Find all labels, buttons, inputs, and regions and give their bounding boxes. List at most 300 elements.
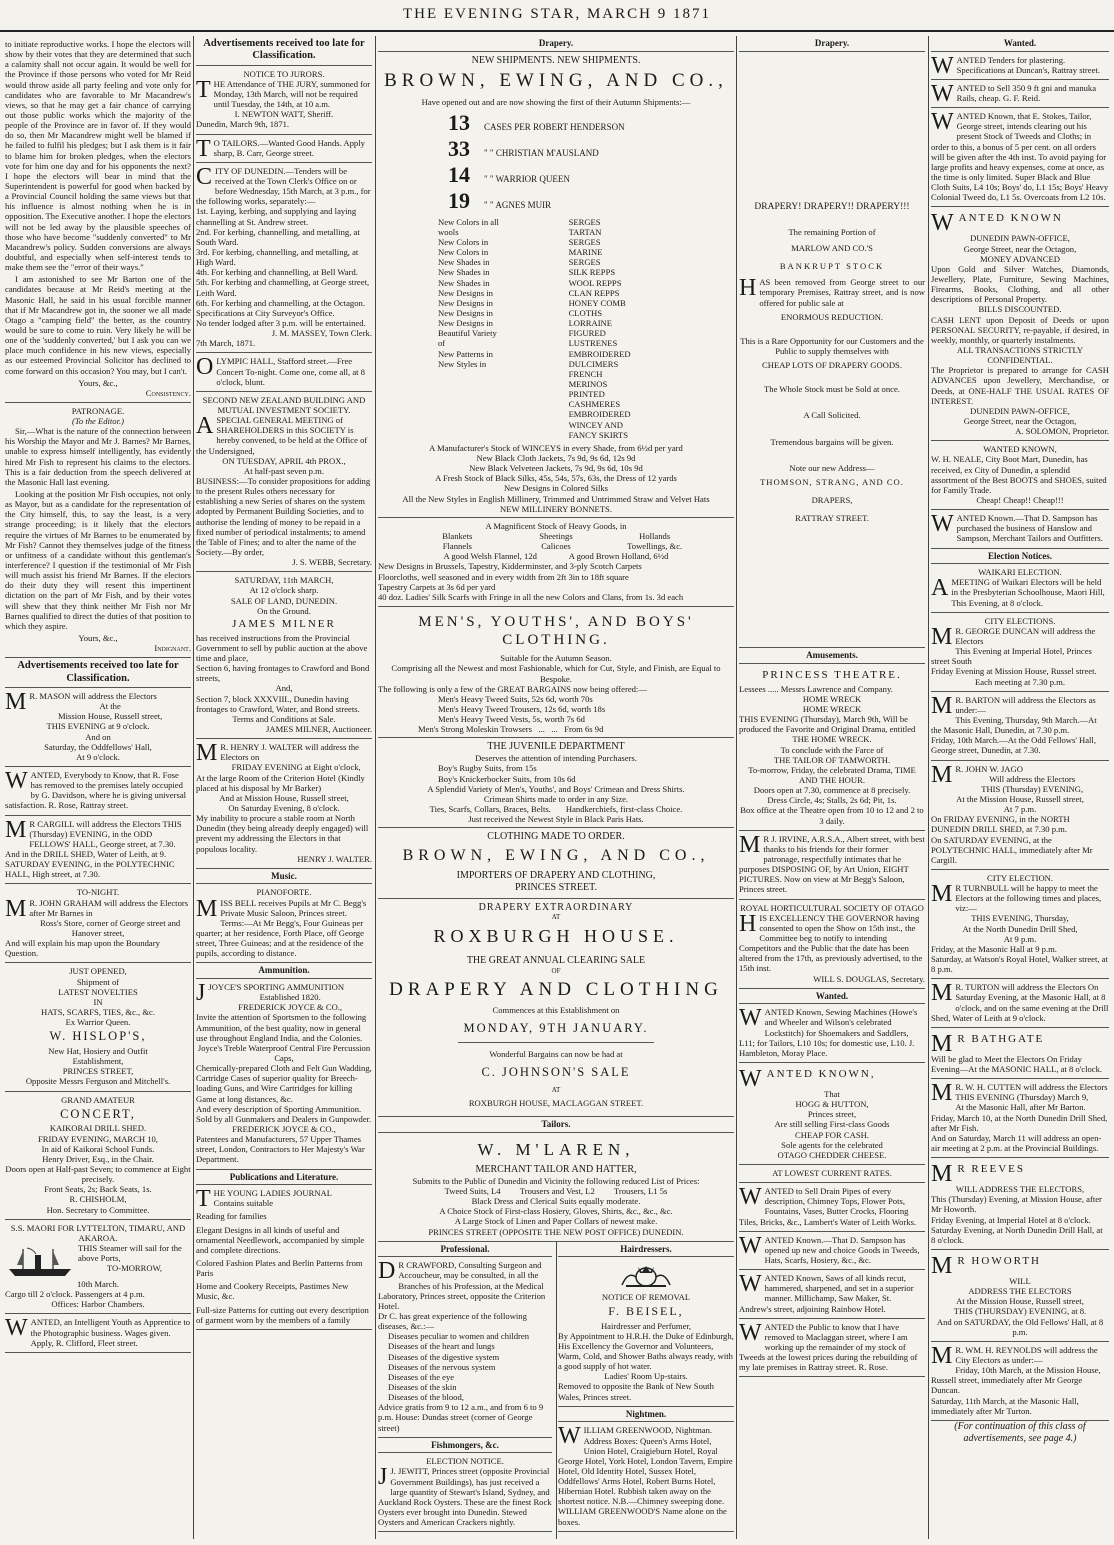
ad-line: Friday, 10th March.—At the Odd Fellows' Hall, George street, Dunedin, at 7.30. [931,735,1096,756]
ad-line: George Street, near the Octagon, [963,243,1077,254]
ad-line: Established 1820. [259,992,321,1003]
ad-line: Diseases of the eye [388,1371,455,1382]
ad-line: On Saturday Evening, 8 o'clock. [228,803,340,813]
ad-heading: S.S. MAORI FOR LYTTELTON, TIMARU, AND AKAROA. [10,1222,186,1243]
ad-line: AT [551,1086,561,1095]
ad-sewing-machines [739,1004,925,1063]
ad-heading: BANKRUPT STOCK [779,261,885,272]
drop-cap: M [5,895,27,922]
ad-heading: NOTICE OF REMOVAL [601,1292,691,1303]
ad-line: Sole agents for the celebrated [781,1139,883,1150]
ad-line: Hon. Secretary to Committee. [46,1204,150,1215]
continuation-note: (For continuation of this class of advertisements, see page 4.) [954,1420,1086,1444]
fabric-label: New Shades in [438,277,490,288]
ad-line: MONDAY, 9TH JANUARY. [463,1021,649,1036]
ad-line: 6th. For kerbing and channelling, at the Octagon. [196,297,365,308]
grid-cell: Calicoes [541,541,571,552]
ad-line: A Manufacturer's Stock of WINCEYS in every Shade, from 6½d per yard [429,442,683,453]
ad-title-text: ANTED KNOWN [958,212,1063,225]
ad-line: Full-size Patterns for cutting out every description of garment worn by the members of a family [196,1304,369,1325]
ad-heading: CLOTHING MADE TO ORDER. [487,831,625,843]
ad-text: R. TURTON will address the Electors On Saturday Evening, at the Masonic Hall, at 8 o'clock, and on the same evening at the Drill Shed, Water of Leith at 9 o'clock. [931,982,1109,1023]
ad-line: R. GEORGE DUNCAN will address the Electors [955,625,1096,646]
divider [378,517,734,518]
ad-line: At 7 p.m. [1003,804,1037,815]
ad-jewitt [378,1453,552,1532]
ad-heading: SECOND NEW ZEALAND BUILDING AND MUTUAL INVESTMENT SOCIETY. [202,394,366,415]
ad-line: THIS EVENING at 9 o'clock. [46,721,150,732]
section-heading: Wanted. [739,989,925,1005]
ad-line: Front Seats, 2s; Back Seats, 1s. [44,1184,152,1195]
ad-title: BROWN, EWING, AND CO., [384,70,728,92]
ad-heading: NEW SHIPMENTS. NEW SHIPMENTS. [471,54,641,66]
ad-line: Note our new Address— [789,462,875,473]
ad-line: Invite the attention of Sportsmen to the following Ammunition, of the best quality, now in general use throughout England India, and the Colonies. [196,1012,367,1043]
ad-line: Warm, Cold, and Shower Baths always ready, with a good supply of hot water. [558,1351,733,1372]
ad-text: ANTED Tenders for plastering. Specifications at Duncan's, Rattray street. [956,54,1100,75]
ad-line: FREDERICK JOYCE & CO., [238,1002,343,1013]
drop-cap: M [5,689,27,716]
ad-title: THOMSON, STRANG, AND CO. [760,476,904,487]
ad-title: MEN'S, YOUTHS', AND BOYS' CLOTHING. [418,613,694,648]
ad-line: Patentees and Manufacturers, 57 Upper Thames street, London, Contractors to Her Majesty's War Department. [196,1134,365,1165]
ad-line: George Street, near the Octagon, [963,415,1077,426]
ad-line: Submits to the Public of Dunedin and Vicinity the following reduced List of Prices: [412,1175,700,1186]
ad-line: ENORMOUS REDUCTION. [780,311,884,322]
ad-jago [931,761,1109,870]
drop-cap: M [931,1030,955,1057]
ad-line: Are still selling First-class Goods [774,1119,890,1130]
ad-mlaren [378,1133,734,1242]
ad-title [931,1253,1109,1279]
ad-heading: CITY ELECTION. [986,872,1054,883]
shipment-row [448,136,734,162]
ad-line: Contains suitable [213,1198,274,1209]
ad-line: Joyce's Treble Waterproof Central Fire Percussion Caps, [197,1042,371,1064]
ad-text: O TAILORS.—Wanted Good Hands. Apply sharp, B. Carr, George street. [213,137,365,158]
ad-line: New Hat, Hosiery and Outfit [48,1046,148,1057]
ad-line: On SATURDAY EVENING, at the POLYTECHNIC HALL, immediately after Mr Cargill. [931,834,1093,865]
ad-line: Tapestry Carpets at 3s 6d per yard [378,581,496,592]
ad-title-text: R BATHGATE [957,1032,1045,1045]
ad-line: R. MASON will address the Electors [29,691,157,702]
ad-line: Doors open at Half-past Seven; to commence at Eight precisely. [5,1164,191,1185]
drop-cap: D [378,1258,396,1285]
shipment-ship: " " CHRISTIAN M'AUSLAND [484,147,599,158]
ad-line: At the Mission House, Russell street, [956,1296,1084,1307]
ad-line: Reading for families [196,1211,267,1222]
ad-line: IMPORTERS OF DRAPERY AND CLOTHING, [456,869,656,881]
ad-text: J. JEWITT, Princes street (opposite Provincial Government Buildings), has just received a large quantity of Stewart's Island, Sydney, and Auckland Rock Oysters. These are the finest Rock Oysters ever brought into Dunedin. Stewed Oysters and American Crackers nightly. [378,1466,552,1528]
drop-cap: C [196,163,213,190]
ad-line: ON TUESDAY, APRIL 4th PROX., [222,455,346,466]
ad-line: Colored Fashion Plates and Berlin Patterns from Paris [196,1258,363,1279]
ad-heading: WANTED KNOWN, [983,444,1057,455]
ad-line: PRINCES STREET (OPPOSITE THE NEW POST OFFICE) DUNEDIN. [428,1226,684,1237]
ad-line: R CRAWFORD, Consulting Surgeon and Accoucheur, may be consulted, in all the Branches of his Profession, at the Medical Laboratory, Princes street, opposite the Criterion Hotel. [378,1260,546,1311]
section-heading: Advertisements received too late for Classification. [196,36,372,66]
drop-cap: M [739,831,761,858]
shipment-row [448,188,734,214]
ad-line: DRAPERS, [811,494,853,505]
letter-paragraph: Sir,—What is the nature of the connection between his Worship the Mayor and Mr J. Barnes? Mr Barnes, unable to express himself intelligently, has evidently hired Mr Fish to represent his claims to the electors. This is a fair deduction from the speech delivered at the Masonic Hall last evening. [5,426,191,487]
ad-line: At 9 p.m. [1003,933,1037,944]
fabric-column-left [438,217,563,440]
fabric-name: PRINTED CASHMERES [568,389,621,410]
ad-barton [931,692,1109,761]
ad-line: 2nd. For kerbing, channelling, and metalling, at South Ward. [196,226,360,247]
ad-line: At 12 o'clock sharp. [249,585,319,596]
ad-line: New Black Velveteen Jackets, 7s 9d, 9s 6d, 10s 9d [469,463,643,474]
ad-line: Friday, March 10, at the North Dunedin Drill Shed, after Mr Fish. [931,1112,1108,1133]
ad-title: BROWN, EWING, AND CO., [402,847,710,865]
fabric-name: CLAN REPPS [568,287,620,298]
ad-text: R J. IRVINE, A.R.S.A., Albert street, with best thanks to his friends for their former patronage, respectfully intimates that he purposes DISPOSING OF, by Art Union, EIGHT PICTURES. Now on view at Mr Begg's Saloon, Princes street. [739,833,925,895]
fabric-label: New Designs in [438,318,493,329]
ad-walter [196,739,372,869]
ad-line: Removed to opposite the Bank of New South Wales, Princes street. [558,1381,714,1402]
ad-text: ILLIAM GREENWOOD, Nightman. Address Boxes: Queen's Arms Hotel, Union Hotel, Craigieburn Hotel, Royal George Hotel, York Hotel, London Tavern, Empire Hotel, Old Identity Hotel, Sussex Hotel, Oddfellows' Arms Hotel, Robert Burns Hotel, Hibernian Hotel. Rubbish taken away on the shortest notice. N.B.—Chimney sweeping done. WILLIAM GREENWOOD'S Name alone on the boxes. [558,1425,733,1527]
ad-line: In aid of Kaikorai School Funds. [41,1143,155,1154]
ad-line: This Evening, Thursday, 9th March.—At the Masonic Hall, Dunedin, at 7.30 p.m. [931,714,1097,736]
ad-title: F. BEISEL, [608,1304,684,1319]
drop-cap: M [931,692,953,719]
ad-line: R TURNBULL will be happy to meet the Electors at the following times and places, viz:— [955,883,1102,914]
ad-line: Friday Evening, at Imperial Hotel at 8 o'clock. [931,1214,1091,1225]
section-heading: Professional. [378,1242,552,1258]
drop-cap: A [196,413,214,440]
ad-text [739,277,925,307]
drop-cap: M [5,816,27,843]
ad-signature: WILL S. DOUGLAS, Secretary. [813,973,925,984]
ad-line: At half-past seven p.m. [244,465,324,476]
drop-cap: H [739,910,757,937]
bottom-split [378,1242,734,1539]
fabric-label: New Designs in [438,308,493,319]
ad-line: has received instructions from the Provincial Government to sell by public auction at the above time and place, [196,632,368,664]
ad-line: Black Dress and Clerical Suits equally moderate. [471,1196,641,1207]
ad-line: THE HOME WRECK. [792,734,872,745]
ad-text: ANTED, Everybody to Know, that R. Fose has removed to the premises lately occupied by G. Davidson, where he is giving universal satisfaction. R. Rose, Rattray street. [5,770,187,811]
ad-signature: J. S. WEBB, Secretary. [292,557,372,568]
ad-city-tenders [196,163,372,354]
ad-heading: TO-NIGHT. [76,887,120,898]
section-heading: Hairdressers. [558,1242,734,1258]
ad-drain-pipes [739,1183,925,1232]
ad-line: And every description of Sporting Ammunition. Sold by all Gunmakers and Dealers in Gunpowder. [196,1103,372,1124]
ad-beisel [558,1257,734,1406]
ad-heading: NOTICE TO JURORS. [243,68,325,79]
column-divider [375,36,376,1539]
ad-line: Home and Cookery Receipts, Pastimes New Music, &c. [196,1281,349,1302]
ad-reynolds [931,1342,1109,1421]
ad-line: Boy's Rugby Suits, from 15s [438,763,537,774]
ad-line: New Designs in Colored Silks [503,483,609,494]
ad-title [931,210,1109,237]
ad-joyce [196,979,372,1170]
fabric-name: MARINE SERGES [568,247,603,268]
ad-line: Commences at this Establishment on [492,1005,620,1016]
ad-heading: JOYCE'S SPORTING AMMUNITION [208,982,345,993]
ad-text: ANTED, an Intelligent Youth as Apprentice to the Photographic business. Wages given. Apply, R. Clifford, Fleet street. [30,1317,191,1348]
ad-line: THIS Steamer will sail for the above Ports, [78,1243,182,1264]
fabric-label: New Shades in [438,267,490,278]
ad-line: Diseases of the nervous system [388,1361,496,1372]
ad-line: Ties, Scarfs, Collars, Braces, Belts. Handkerchiefs, first-class Choice. [429,803,683,814]
ad-title-text: ANTED KNOWN, [766,1068,876,1081]
ad-line: A Fresh Stock of Black Silks, 45s, 54s, 57s, 63s, the Dress of 12 yards [435,473,677,484]
column-divider [928,36,929,1539]
ad-crawford [378,1257,552,1437]
ad-line: Friday, at the Masonic Hall at 9 p.m. [931,943,1057,954]
ad-line: 5th. For kerbing and channelling, at George street, Leith Ward. [196,277,370,298]
ad-line: THIS (Thursday) EVENING, [981,783,1084,794]
ad-text: HE Attendance of THE JURY, summoned for Monday, 13th March, will not be required until Tuesday, the 14th, at 10 a.m. [213,78,371,110]
ad-line: That [824,1089,840,1100]
drop-cap: W [931,210,956,237]
ad-line: Lessees ..... Messrs Lawrence and Company. [739,683,893,694]
ad-line: Saturday Evening, at North Dunedin Drill Hall, at 8 o'clock. [931,1224,1103,1245]
ad-text: ANTED to Sell 350 9 ft gni and manuka Rails, cheap. G. F. Reid. [956,82,1097,104]
drop-cap: M [931,881,953,908]
ad-line: THIS EVENING, Thursday, [971,913,1069,924]
drop-cap: W [5,768,28,795]
newspaper-title: THE EVENING STAR, MARCH 9 1871 [403,6,711,22]
ad-miss-bell [196,884,372,963]
ad-sampson-business [931,510,1109,548]
fabric-label: New Styles in [438,358,487,369]
ad-line: HATS, SCARFS, TIES, &c., &c. [41,1006,155,1017]
ad-line: Men's Heavy Tweed Suits, 52s 6d, worth 70s [438,693,593,704]
ad-line: SPECIAL GENERAL MEETING of SHAREHOLDERS in this SOCIETY is hereby convened, to be held at the Office of the Undersigned, [196,415,368,456]
fabric-name: WOOL REPPS [568,277,622,288]
ad-line: Crimean Shirts made to order in any Size. [483,793,629,804]
drop-cap: W [739,1271,762,1298]
ad-line: New Black Cloth Jackets, 7s 9d, 9s 6d, 12s 9d [476,453,636,463]
drop-cap: W [931,109,954,136]
ad-title: PRINCESS THEATRE. [762,668,902,681]
fabric-column-right [569,217,694,440]
ad-line: Offices: Harbor Chambers. [51,1299,145,1310]
fabric-name: TARTAN SERGES [568,226,602,248]
ad-line: And on SATURDAY, the Old Fellows' Hall, at 8 p.m. [936,1316,1104,1337]
drop-cap: W [739,1066,764,1093]
letter-patronage [5,403,191,658]
ad-bathgate [931,1028,1109,1079]
ad-cutten [931,1079,1109,1158]
letter-paragraph: I am astonished to see Mr Barton one of the candidates because at Mr Reid's meeting at the Masonic Hall, he said in his usual forcible manner that if Mr Macandrew got in, the sooner we all made Otago a "camping field" the better, as the country would be sure to come to ruin. Very likely he will be one of the 'suddenly converted,' but I ask you can we place much confidence in his new views, especially as our esteemed Provincial Solicitor has declined to come forward on this occasion? You may, but I can't. [5,274,191,376]
ad-cargill [5,816,191,885]
drop-cap: M [931,1080,953,1107]
ad-saws [739,1270,925,1319]
ad-title: ROXBURGH HOUSE. [433,925,679,946]
ad-hislop [5,963,191,1091]
ad-princess-theatre [739,664,925,831]
ad-line: ROXBURGH HOUSE, MACLAGGAN STREET. [468,1098,644,1109]
section-heading: Tailors. [378,1117,734,1133]
grid-cell: Towellings, &c. [627,541,683,552]
ad-line: PRINCES STREET. [514,881,598,893]
ad-title: W. HISLOP'S, [49,1029,147,1044]
ad-line: On FRIDAY EVENING, in the NORTH DUNEDIN DRILL SHED, at 7.30 p.m. [931,814,1070,835]
ad-rose-removed [739,1319,925,1378]
ad-turnbull [931,870,1109,979]
ad-text: ANTED to Sell Drain Pipes of every description, Chimney Tops, Flower Pots, Fountains, Vases, Butter Crocks, Flooring Tiles, Bricks, &c., Lambert's Water of Leith Works. [739,1186,917,1227]
fabric-name: FIGURED LUSTRENES [568,328,618,349]
drop-cap: W [739,1184,762,1211]
ad-line: Terms and Conditions at Sale. [232,713,336,724]
ad-line: Establishment, [72,1056,124,1067]
shipment-count: 13 [448,109,470,135]
ad-line: Friday Evening at Mission House, Russel street. [931,666,1097,677]
ad-line: Tremendous bargains will be given. [770,436,894,447]
ad-signature: HENRY J. WALTER. [297,853,372,864]
ad-line: Shipment of [76,976,120,987]
ad-line: DUNEDIN PAWN-OFFICE, [970,233,1070,244]
ad-plastering [931,52,1109,80]
ad-line: Henry Driver, Esq., in the Chair. [42,1153,154,1164]
ad-line: Dr C. has great experience of the following diseases, &c.:— [378,1311,527,1332]
ad-line: On the Ground. [257,605,311,616]
ad-line: Tweed Suits, L4 Trousers and Vest, L2 Trousers, L1 5s [444,1186,668,1197]
ad-young-ladies [196,1185,372,1330]
ad-line: Opposite Messrs Ferguson and Mitchell's. [25,1076,171,1087]
royal-crest-icon [616,1263,676,1289]
drop-cap: M [931,1253,955,1279]
ad-line: Advice gratis from 9 to 12 a.m., and from 6 to 9 p.m. House: Dundas street (corner of George street) [378,1402,544,1433]
ad-stokes [931,108,1109,207]
ad-line: Section 7, block XXXVIII., Dunedin having frontages to Crawford, Water, and Bond streets. [196,693,360,714]
drop-cap: T [196,1186,211,1213]
ad-olympic [196,353,372,391]
ad-line: 1st. Laying, kerbing, and supplying and laying channelling at St. Andrew street. [196,206,357,227]
ad-title [931,1161,1109,1188]
ad-line: R. WM. H. REYNOLDS will address the City Electors as under:— [955,1344,1098,1365]
ad-line: Wonderful Bargains can now be had at [489,1049,623,1060]
ad-line: Upon Gold and Silver Watches, Diamonds, Jewellery, Plate, Furniture, Sewing Machines, Firearms, Books, Clothing, and all other descriptions of Personal Property. [931,263,1109,305]
ad-line: RATTRAY STREET. [795,513,869,524]
ad-rails [931,80,1109,108]
drop-cap: M [196,740,218,767]
ad-horticultural [739,900,925,989]
ad-line: IN [93,996,103,1007]
ad-line: And on Saturday, March 11 will address an open-air meeting at 2 p.m. at the Provincial Buildings. [931,1132,1102,1154]
ad-title: C. JOHNSON'S SALE [481,1065,631,1080]
ad-irvine [739,831,925,900]
ad-line: A Splendid Variety of Men's, Youths', and Boys' Crimean and Dress Shirts. [427,783,685,794]
ad-greenwood [558,1422,734,1531]
ad-line: No tender lodged after 3 p.m. will be entertained. [196,317,366,328]
shipment-list [448,110,734,214]
ad-line: Cargo till 2 o'clock. Passengers at 4 p.m. [5,1289,145,1300]
ad-line: THIS EVENING (Thursday) March 9, [955,1092,1089,1103]
fabric-label: Beautiful Variety of [438,328,497,349]
column-3-left [378,1242,557,1539]
ad-line: Just received the Newest Style in Black Paris Hats. [468,814,644,825]
ad-line: THE GREAT ANNUAL CLEARING SALE [466,954,646,966]
ad-line: A Choice Stock of First-class Hosiery, Gloves, Shirts, &c., &c., &c. [439,1206,673,1217]
shipment-count: 14 [448,161,470,187]
ad-line: R. JOHN GRAHAM will address the Electors after Mr Barnes in [29,897,189,918]
ad-line: This (Thursday) Evening, at Mission House, after Mr Howorth. [931,1194,1102,1215]
drop-cap: W [739,1232,762,1259]
ad-roxburgh-house [378,899,734,1118]
ad-line: CASH LENT upon Deposit of Deeds or upon PERSONAL SECURITY, re-payable, if desired, in weekly, monthly, or quarterly instalments. [931,314,1109,345]
ad-maori [5,1220,191,1315]
section-heading: Wanted. [931,36,1109,52]
ad-line: Diseases of the digestive system [388,1351,500,1362]
ad-signature: A. SOLOMON, Proprietor. [1015,426,1109,437]
letter-signature: Consistency. [145,387,191,398]
ad-line: FRIDAY EVENING, MARCH 10, [38,1133,158,1144]
ad-line: And on [85,731,111,742]
ad-line: At the Mission House, Russell street, [956,793,1084,804]
ad-line: WILL ADDRESS THE ELECTORS, [955,1184,1085,1195]
ad-line: MERCHANT TAILOR AND HATTER, [475,1164,637,1176]
ad-text: ANTED Known.—That D. Sampson has opened up new and choice Goods in Tweeds, Hats, Scarfs, Hosiery, &c., &c. [764,1234,920,1265]
divider [378,827,734,828]
ad-date: 7th March, 1871. [196,338,256,349]
ad-line: And, [275,683,293,694]
ad-turton [931,979,1109,1028]
ad-line: ISS BELL receives Pupils at Mr C. Begg's Private Music Saloon, Princes street. [220,897,367,918]
section-heading: Amusements. [739,648,925,664]
letter-signature: Indignant. [154,643,191,654]
shipment-count: 19 [448,187,470,213]
letter-paragraph: to initiate reproductive works. I hope the electors will show by their votes that they are determined that such a calamity shall not occur again. It would be well for the Province if those persons who voted for Mr Reid would throw aside all party feeling and vote only for candidates who are favorable to Mr Macandrew's views, so that he may get a fair chance of carrying out those public works which the majority of the people of the Province are in favor of. If they would do so, then Mr Macandrew might well be blamed if he failed to fulfil his pledges; but I ask them is it fair to blame him for broken pledges, when the electors vote for him one day and for his opponents the next? I hope the electors will bear in mind that the Superintendent is powerful for good when backed by a Provincial Council holding the same views but that his influence is almost nothing when he is in opposition. The Executive another. I hope the electors will not be led away by the plausible speeches of those who have become "suddenly converted" to Mr Macandrew's policy. Sudden conversions are always doubtful, and especially when self-interest tends to make them see the "error of their ways." [5,39,191,273]
steamship-icon [5,1245,75,1279]
ad-title-text: R HOWORTH [957,1255,1041,1267]
ad-line: And at Mission House, Russell street, [219,792,349,803]
ad-line: R. W. H. CUTTEN will address the Electors [955,1082,1108,1093]
ad-title: JAMES MILNER [232,617,336,630]
fabric-label: New Designs in [438,287,493,298]
drop-cap: W [558,1423,581,1450]
letter-signoff: Yours, &c., [78,633,118,644]
column-divider [193,36,194,1539]
ad-bankrupt-stock [739,52,925,649]
drop-cap: H [739,275,757,302]
ad-line: All the New Styles in English Millinery, Trimmed and Untrimmed Straw and Velvet Hats [402,493,710,504]
ad-line: TO-MORROW, [106,1263,163,1274]
ad-heading: THE JUVENILE DEPARTMENT [487,741,625,753]
ad-line: New Designs in Brussels, Tapestry, Kidderminster, and 3-ply Scotch Carpets [378,561,642,572]
ad-title [931,1030,1109,1057]
fabric-name: SILK REPPS [568,267,616,278]
ad-line: Deserves the attention of intending Purchasers. [475,753,637,764]
grid-cell: Hollands [639,530,671,541]
ad-signature: J. M. MASSEY, Town Clerk. [271,328,372,339]
ad-line: At the [99,701,121,712]
ad-pawn-office [931,207,1109,441]
ad-line: Suitable for the Autumn Season. [500,653,612,664]
ad-line: At the Masonic Hall, after Mr Barton. [955,1102,1086,1113]
ad-line: Ladies' Room Up-stairs. [604,1371,688,1382]
ad-line: Diseases of the heart and lungs [388,1341,495,1352]
fabric-label: New Colors in [438,247,489,258]
ad-line: THIS EVENING (Thursday), March 9th, Will be produced the Favorite and Original Drama, entitled [739,714,916,735]
ad-duncan [931,613,1109,692]
ad-signature: I. NEWTON WATT, Sheriff. [234,109,334,120]
section-heading: Advertisements received too late for Classification. [5,658,191,688]
ad-line: AT [551,913,561,922]
ad-line: At 9 o'clock. [76,751,120,762]
ad-line: OTAGO CHEDDER CHEESE. [777,1149,887,1160]
ad-line: Saturday, the Oddfellows' Hall, [44,741,152,752]
section-heading: Publications and Literature. [196,1170,372,1186]
ad-line: SATURDAY EVENING, in the POLYTECHNIC HALL, High street, at 7.30. [5,859,175,880]
masthead [0,0,1114,34]
